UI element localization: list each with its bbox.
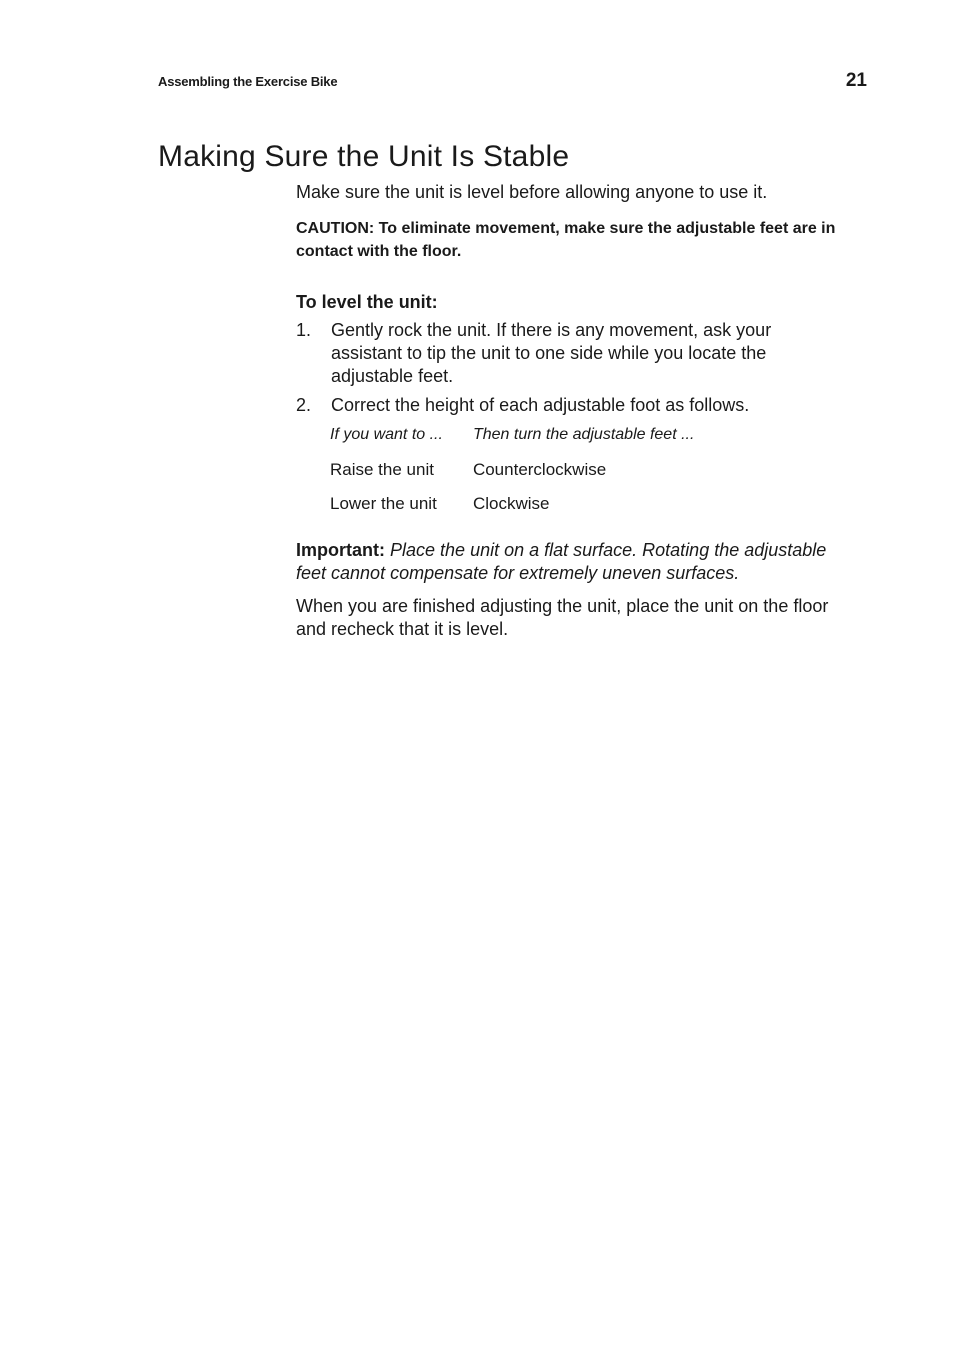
running-header: Assembling the Exercise Bike xyxy=(158,74,338,89)
caution-note: CAUTION: To eliminate movement, make sure the adjustable feet are in contact with the floor. xyxy=(296,220,836,260)
table-header-cell: Then turn the adjustable feet ... xyxy=(472,426,695,443)
table-header-row xyxy=(330,423,694,458)
step-item xyxy=(296,394,841,417)
intro-paragraph: Make sure the unit is level before allowing anyone to use it. xyxy=(296,182,768,202)
step-item xyxy=(296,319,841,388)
step-number: 2. xyxy=(296,395,312,415)
table-cell: Clockwise xyxy=(472,494,550,513)
section-title: Making Sure the Unit Is Stable xyxy=(158,140,570,173)
table-row xyxy=(330,492,694,526)
important-text: Place the unit on a flat surface. Rotating the adjustable feet cannot compensate for extremely uneven surfaces. xyxy=(296,540,827,583)
steps-list xyxy=(296,319,841,417)
table-header-cell: If you want to ... xyxy=(330,426,443,443)
step-text: Correct the height of each adjustable foot as follows. xyxy=(331,395,750,415)
table-cell: Raise the unit xyxy=(330,460,434,479)
adjustment-table xyxy=(330,423,694,526)
important-note xyxy=(296,539,841,585)
table-row xyxy=(330,458,694,492)
table-cell: Counterclockwise xyxy=(472,460,607,479)
step-text: Gently rock the unit. If there is any movement, ask your assistant to tip the unit to one side while you locate the adjustable feet. xyxy=(331,320,772,386)
page-number: 21 xyxy=(845,70,867,91)
procedure-heading: To level the unit: xyxy=(296,292,438,312)
table-cell: Lower the unit xyxy=(330,494,437,513)
important-label: Important: xyxy=(296,540,385,560)
step-number: 1. xyxy=(296,320,312,340)
closing-paragraph: When you are finished adjusting the unit, place the unit on the floor and recheck that it is level. xyxy=(296,596,829,639)
section-body xyxy=(296,181,841,641)
